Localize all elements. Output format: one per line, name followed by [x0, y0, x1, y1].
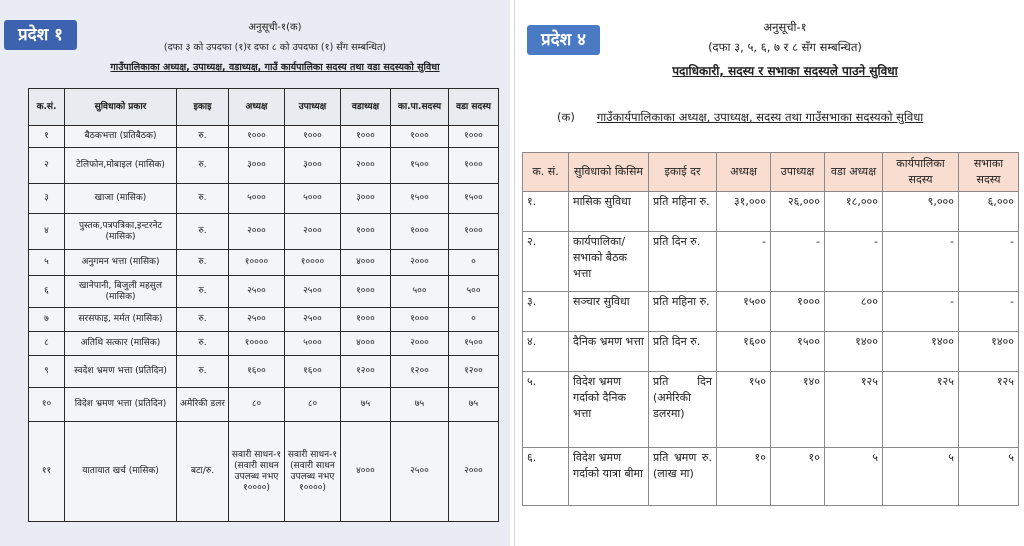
right-table-row — [523, 448, 1019, 506]
left-table-cell: रु. — [177, 276, 229, 308]
left-facility-table — [28, 88, 498, 522]
left-table-cell: ७५ — [391, 388, 449, 422]
left-table-cell: २५०० — [229, 308, 285, 332]
right-table-cell: ८०० — [825, 292, 883, 332]
left-table-cell: ५०० — [449, 276, 499, 308]
right-table-cell: १४० — [771, 372, 825, 448]
left-table-cell: ९ — [29, 356, 65, 388]
left-table-cell: ७५ — [341, 388, 391, 422]
right-table-cell: - — [883, 232, 959, 292]
right-table-cell: ५. — [523, 372, 569, 448]
right-section-label: (क) — [557, 110, 575, 124]
left-table-cell: ५००० — [285, 332, 341, 356]
right-table-cell: - — [959, 292, 1019, 332]
right-table-cell: विदेश भ्रमण गर्दाको दैनिक भत्ता — [569, 372, 649, 448]
left-table-cell: ८ — [29, 332, 65, 356]
left-table-cell: २ — [29, 148, 65, 184]
right-table-row — [523, 292, 1019, 332]
left-table-row — [29, 356, 499, 388]
left-table-cell: स्वदेश भ्रमण भत्ता (प्रतिदिन) — [65, 356, 177, 388]
left-table-cell: ४००० — [341, 250, 391, 276]
right-table-cell: १० — [771, 448, 825, 506]
left-table-cell: रु. — [177, 126, 229, 148]
right-table-cell: १५०० — [717, 292, 771, 332]
left-table-body — [29, 126, 499, 522]
right-table-cell: ५ — [825, 448, 883, 506]
right-col-header: सुविधाको किसिम — [569, 153, 649, 192]
left-table-cell: १० — [29, 388, 65, 422]
right-table-cell: मासिक सुविधा — [569, 192, 649, 232]
left-table-row — [29, 332, 499, 356]
left-table-cell: १००० — [391, 308, 449, 332]
left-table-cell: ५००० — [285, 184, 341, 214]
left-col-header: इकाइ — [177, 89, 229, 126]
left-table-cell: १५०० — [391, 148, 449, 184]
right-table-cell: १६०० — [717, 332, 771, 372]
left-table-cell: १००० — [449, 214, 499, 250]
right-table-cell: ५ — [883, 448, 959, 506]
right-table-cell: प्रति महिना रु. — [649, 292, 717, 332]
right-table-cell: दैनिक भ्रमण भत्ता — [569, 332, 649, 372]
left-table-cell: १ — [29, 126, 65, 148]
left-table-cell: १०००० — [285, 250, 341, 276]
left-col-header: अध्यक्ष — [229, 89, 285, 126]
left-table-cell: अतिथि सत्कार (मासिक) — [65, 332, 177, 356]
left-table-header-row — [29, 89, 499, 126]
left-table-cell: ३ — [29, 184, 65, 214]
left-table-cell: ४ — [29, 214, 65, 250]
left-table-cell: ८० — [229, 388, 285, 422]
right-table-row — [523, 332, 1019, 372]
left-table-cell: ५००० — [229, 184, 285, 214]
left-table-cell: १००० — [229, 126, 285, 148]
right-col-header: इकाई दर — [649, 153, 717, 192]
right-table-cell: १. — [523, 192, 569, 232]
left-table-cell: १००० — [341, 126, 391, 148]
right-table-row — [523, 372, 1019, 448]
left-table-cell: अमेरिकी डलर — [177, 388, 229, 422]
left-table-cell: ६ — [29, 276, 65, 308]
right-table-cell: १० — [717, 448, 771, 506]
left-table-row — [29, 308, 499, 332]
left-col-header: वडा सदस्य — [449, 89, 499, 126]
right-table-cell: १५० — [717, 372, 771, 448]
left-table-cell: ३००० — [341, 184, 391, 214]
left-table-row — [29, 214, 499, 250]
left-table-cell: यातायात खर्च (मासिक) — [65, 422, 177, 522]
left-table-cell: ३००० — [285, 148, 341, 184]
left-table-cell: टेलिफोन,मोबाइल (मासिक) — [65, 148, 177, 184]
left-table-cell: १००० — [449, 126, 499, 148]
left-table-cell: २००० — [449, 422, 499, 522]
left-table-cell: ११ — [29, 422, 65, 522]
left-table-cell: पुस्तक,पत्रपत्रिका,इन्टरनेट (मासिक) — [65, 214, 177, 250]
left-col-header: सुविधाको प्रकार — [65, 89, 177, 126]
right-col-header: उपाध्यक्ष — [771, 153, 825, 192]
left-table-cell: खाजा (मासिक) — [65, 184, 177, 214]
left-table-cell: रु. — [177, 308, 229, 332]
left-table-cell: ० — [449, 250, 499, 276]
left-table-cell: १६०० — [229, 356, 285, 388]
left-table-cell: सरसफाइ, मर्मत (मासिक) — [65, 308, 177, 332]
left-table-cell: सवारी साधन-१ (सवारी साधन उपलब्ध नभए १००००) — [229, 422, 285, 522]
left-col-header: उपाध्यक्ष — [285, 89, 341, 126]
right-table-cell: - — [959, 232, 1019, 292]
left-table-cell: १२०० — [449, 356, 499, 388]
left-table-cell: ४००० — [341, 332, 391, 356]
right-table-cell: ९,००० — [883, 192, 959, 232]
right-table-cell: १२५ — [959, 372, 1019, 448]
left-table-cell: १००० — [391, 126, 449, 148]
left-table-cell: रु. — [177, 332, 229, 356]
left-table-row — [29, 126, 499, 148]
right-section-heading — [557, 108, 1017, 126]
left-table-cell: ५०० — [391, 276, 449, 308]
left-table-cell: रु. — [177, 184, 229, 214]
left-table-cell: ८० — [285, 388, 341, 422]
left-table-cell: १०००० — [229, 332, 285, 356]
right-table-cell: १४०० — [959, 332, 1019, 372]
left-table-cell: १००० — [341, 214, 391, 250]
left-table-cell: ० — [449, 308, 499, 332]
right-table-cell: - — [883, 292, 959, 332]
right-table-cell: कार्यपालिका/ सभाको बैठक भत्ता — [569, 232, 649, 292]
left-table-cell: २५०० — [229, 276, 285, 308]
right-document-panel — [514, 0, 1024, 546]
left-table-cell: १६०० — [285, 356, 341, 388]
left-table-cell: २५०० — [285, 308, 341, 332]
left-table-cell: रु. — [177, 214, 229, 250]
right-table-cell: २. — [523, 232, 569, 292]
left-table-row — [29, 148, 499, 184]
right-table-cell: प्रति दिन रु. — [649, 232, 717, 292]
right-table-cell: १००० — [771, 292, 825, 332]
left-table-cell: १००० — [341, 308, 391, 332]
left-document-panel — [0, 0, 510, 546]
left-table-cell: १००० — [341, 276, 391, 308]
right-table-row — [523, 192, 1019, 232]
left-schedule-title: गाउँपालिकाका अध्यक्ष, उपाध्यक्ष, वडाध्यक्ष, गाउँ कार्यपालिका सदस्य तथा वडा सदस्यको सुविधा — [110, 62, 440, 73]
right-table-cell: - — [771, 232, 825, 292]
left-table-cell: २५०० — [391, 422, 449, 522]
right-table-cell: ३१,००० — [717, 192, 771, 232]
left-table-cell: १००० — [391, 214, 449, 250]
right-table-cell: १२५ — [825, 372, 883, 448]
left-table-cell: ७५ — [449, 388, 499, 422]
left-table-cell: २००० — [229, 214, 285, 250]
left-table-cell: १२०० — [391, 356, 449, 388]
left-table-cell: १५०० — [449, 184, 499, 214]
left-table-cell: ३००० — [229, 148, 285, 184]
left-table-cell: रु. — [177, 148, 229, 184]
right-col-header: क. सं. — [523, 153, 569, 192]
right-table-cell: ६,००० — [959, 192, 1019, 232]
right-table-header-row — [523, 153, 1019, 192]
left-schedule-subheading: (दफा ३ को उपदफा (१)र दफा ८ को उपदफा (१) सँग सम्बन्धित) — [163, 42, 387, 53]
left-table-cell: १००० — [285, 126, 341, 148]
left-table-cell: अनुगमन भत्ता (मासिक) — [65, 250, 177, 276]
right-table-cell: - — [717, 232, 771, 292]
right-province-badge: प्रदेश ४ — [527, 25, 600, 55]
left-table-cell: ७ — [29, 308, 65, 332]
left-col-header: का.पा.सदस्य — [391, 89, 449, 126]
left-table-cell: १५०० — [449, 332, 499, 356]
left-table-cell: २००० — [285, 214, 341, 250]
left-table-cell: बैठकभत्ता (प्रतिबैठक) — [65, 126, 177, 148]
left-table-cell: १५०० — [391, 184, 449, 214]
right-table-cell: १४०० — [883, 332, 959, 372]
left-table-cell: १०००० — [229, 250, 285, 276]
left-table-row — [29, 388, 499, 422]
left-col-header: क.सं. — [29, 89, 65, 126]
right-table-cell: - — [825, 232, 883, 292]
right-table-cell: १८,००० — [825, 192, 883, 232]
right-table-cell: प्रति दिन (अमेरिकी डलरमा) — [649, 372, 717, 448]
right-section-title: गाउँकार्यपालिकाका अध्यक्ष, उपाध्यक्ष, सदस्य तथा गाउँसभाका सदस्यको सुविधा — [596, 110, 924, 124]
right-col-header: अध्यक्ष — [717, 153, 771, 192]
left-table-cell: बटा/रु. — [177, 422, 229, 522]
left-table-cell: ५ — [29, 250, 65, 276]
right-table-cell: १४०० — [825, 332, 883, 372]
right-table-cell: २६,००० — [771, 192, 825, 232]
left-table-cell: १२०० — [341, 356, 391, 388]
left-table-cell: २००० — [341, 148, 391, 184]
left-table-cell: २००० — [391, 250, 449, 276]
left-table-row — [29, 422, 499, 522]
right-table-cell: प्रति भ्रमण रु.(लाख मा) — [649, 448, 717, 506]
left-table-row — [29, 184, 499, 214]
right-table-cell: सञ्चार सुविधा — [569, 292, 649, 332]
right-col-header: वडा अध्यक्ष — [825, 153, 883, 192]
right-facility-table — [522, 152, 1018, 506]
left-table-row — [29, 250, 499, 276]
left-table-cell: १००० — [449, 148, 499, 184]
right-table-row — [523, 232, 1019, 292]
right-table-cell: ३. — [523, 292, 569, 332]
left-province-badge: प्रदेश १ — [4, 20, 77, 50]
left-schedule-heading: अनुसूची-१(क) — [248, 22, 302, 33]
left-table-cell: सवारी साधन-१ (सवारी साधन उपलब्ध नभए १००००) — [285, 422, 341, 522]
left-table-row — [29, 276, 499, 308]
right-schedule-subheading: (दफा ३, ५, ६, ७ र ८ सँग सम्बन्धित) — [708, 40, 862, 54]
right-col-header: सभाका सदस्य — [959, 153, 1019, 192]
right-table-cell: १५०० — [771, 332, 825, 372]
left-col-header: वडाध्यक्ष — [341, 89, 391, 126]
right-table-body — [523, 192, 1019, 506]
right-col-header: कार्यपालिका सदस्य — [883, 153, 959, 192]
left-table-cell: खानेपानी, बिजुली महसुल (मासिक) — [65, 276, 177, 308]
right-table-cell: १२५ — [883, 372, 959, 448]
right-table-cell: प्रति महिना रु. — [649, 192, 717, 232]
left-table-cell: ४००० — [341, 422, 391, 522]
right-schedule-title: पदाधिकारी, सदस्य र सभाका सदस्यले पाउने सुविधा — [672, 64, 898, 78]
left-table-cell: विदेश भ्रमण भत्ता (प्रतिदिन) — [65, 388, 177, 422]
right-table-cell: प्रति दिन रु. — [649, 332, 717, 372]
left-table-cell: रु. — [177, 250, 229, 276]
right-table-cell: ६. — [523, 448, 569, 506]
left-table-cell: २५०० — [285, 276, 341, 308]
left-table-cell: रु. — [177, 356, 229, 388]
right-table-cell: ५ — [959, 448, 1019, 506]
right-table-cell: ४. — [523, 332, 569, 372]
left-table-cell: २००० — [391, 332, 449, 356]
right-table-cell: विदेश भ्रमण गर्दाको यात्रा बीमा — [569, 448, 649, 506]
right-schedule-heading: अनुसूची-१ — [763, 20, 807, 34]
